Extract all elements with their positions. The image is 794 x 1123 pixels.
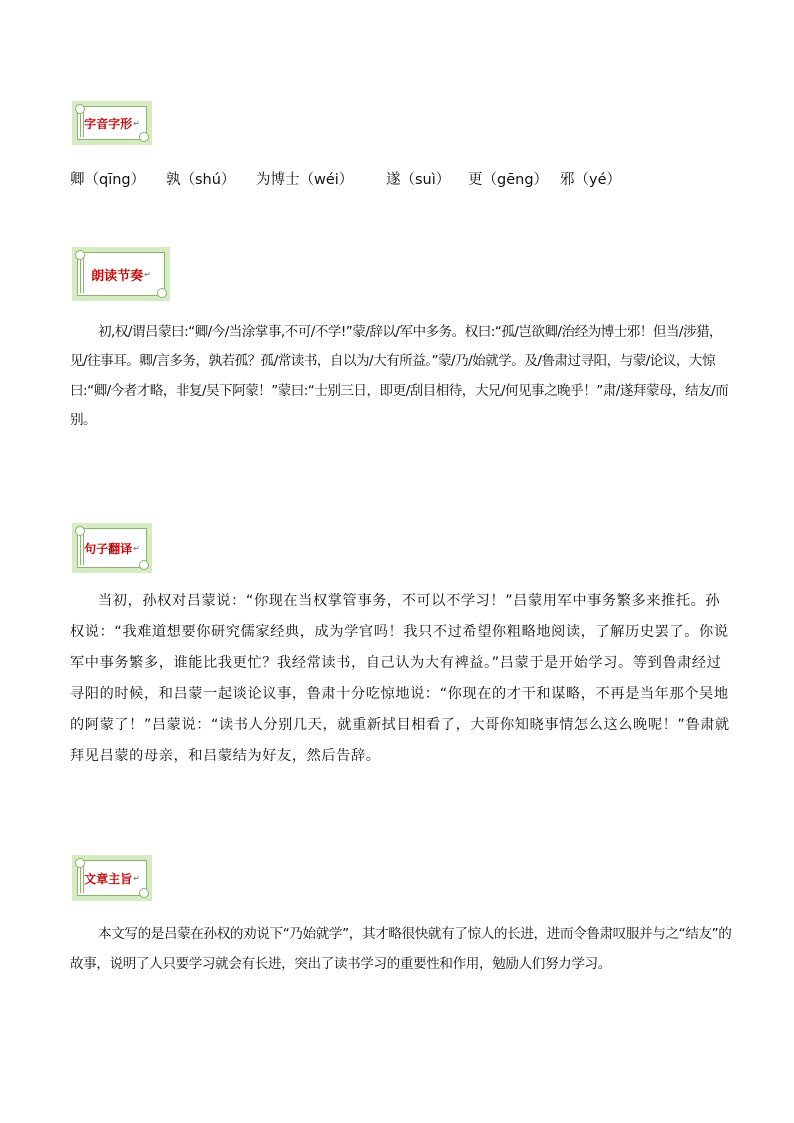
scroll-curl (139, 132, 149, 142)
scroll-curl (75, 104, 85, 114)
pinyin-item: 为博士（wéi） (256, 172, 354, 188)
section-title: 字音字形 (84, 116, 133, 131)
scroll-frame (77, 528, 147, 568)
section-title: 朗读节奏 (91, 268, 144, 284)
section-title: 句子翻译 (84, 541, 133, 556)
paragraph-mark-icon: ↵ (144, 269, 151, 279)
scroll-curl (75, 858, 85, 868)
section-badge-lang-du (72, 247, 170, 301)
scroll-rod (80, 531, 84, 565)
scroll-curl (139, 888, 149, 898)
paragraph-mark-icon: ↵ (133, 543, 140, 553)
scroll-curl (139, 560, 149, 570)
scroll-curl (157, 288, 167, 298)
scroll-curl (75, 250, 85, 260)
scroll-rod (80, 255, 84, 293)
scroll-frame (77, 252, 165, 296)
scroll-curl (75, 526, 85, 536)
pinyin-item: 卿（qīng） (70, 172, 146, 188)
pinyin-item: 邪（yé） (560, 172, 622, 188)
section-badge-zi-yin (72, 101, 152, 145)
pinyin-item: 遂（suì） (386, 172, 451, 188)
pinyin-item: 更（gēng） (468, 172, 549, 188)
section-badge-wen-zhang (72, 855, 152, 901)
section-badge-ju-zi (72, 523, 152, 573)
pinyin-item: 孰（shú） (166, 172, 236, 188)
paragraph-mark-icon: ↵ (133, 873, 140, 883)
theme-text: 本文写的是吕蒙在孙权的劝说下“乃始就学”，其才略很快就有了惊人的长进，进而令鲁肃叹服并与之“结友”的故事，说明了人只要学习就会有长进，突出了读书学习的重要性和作用，勉励人们努力学习。 (70, 926, 732, 972)
scroll-frame (77, 860, 147, 896)
scroll-frame (77, 106, 147, 140)
paragraph-mark-icon: ↵ (133, 118, 140, 128)
translation-text: 当初，孙权对吕蒙说：“你现在当权掌管事务，不可以不学习！”吕蒙用军中事务繁多来推托。孙权说：“我难道想要你研究儒家经典，成为学官吗！我只不过希望你粗略地阅读，了解历史罢了。你说军中事务繁多，谁能比我更忙？我经常读书，自己认为大有裨益。”吕蒙于是开始学习。等到鲁肃经过寻阳的时候，和吕蒙一起谈论议事，鲁肃十分吃惊地说：“你现在的才干和谋略，不再是当年那个吴地的阿蒙了！”吕蒙说：“读书人分别几天，就重新拭目相看了，大哥你知晓事情怎么这么晚呢！”鲁肃就拜见吕蒙的母亲，和吕蒙结为好友，然后告辞。 (70, 593, 730, 764)
section-title: 文章主旨 (84, 871, 133, 886)
reading-rhythm-text: 初,权/谓吕蒙曰:“卿/今/当涂掌事,不可/不学!”蒙/辞以/军中多务。权曰:“孤/岂欲卿/治经为博士邪！但当/涉猎，见/往事耳。卿/言多务，孰若孤？孤/常读书，自以为/大有所益。”蒙/乃/始就学。及/鲁肃过寻阳，与蒙/论议，大惊曰:“卿/今者才略，非复/吴下阿蒙！”蒙曰:“士别三日，即更/刮目相待，大兄/何见事之晚乎！”肃/遂拜蒙母，结友/而别。 (70, 324, 729, 428)
